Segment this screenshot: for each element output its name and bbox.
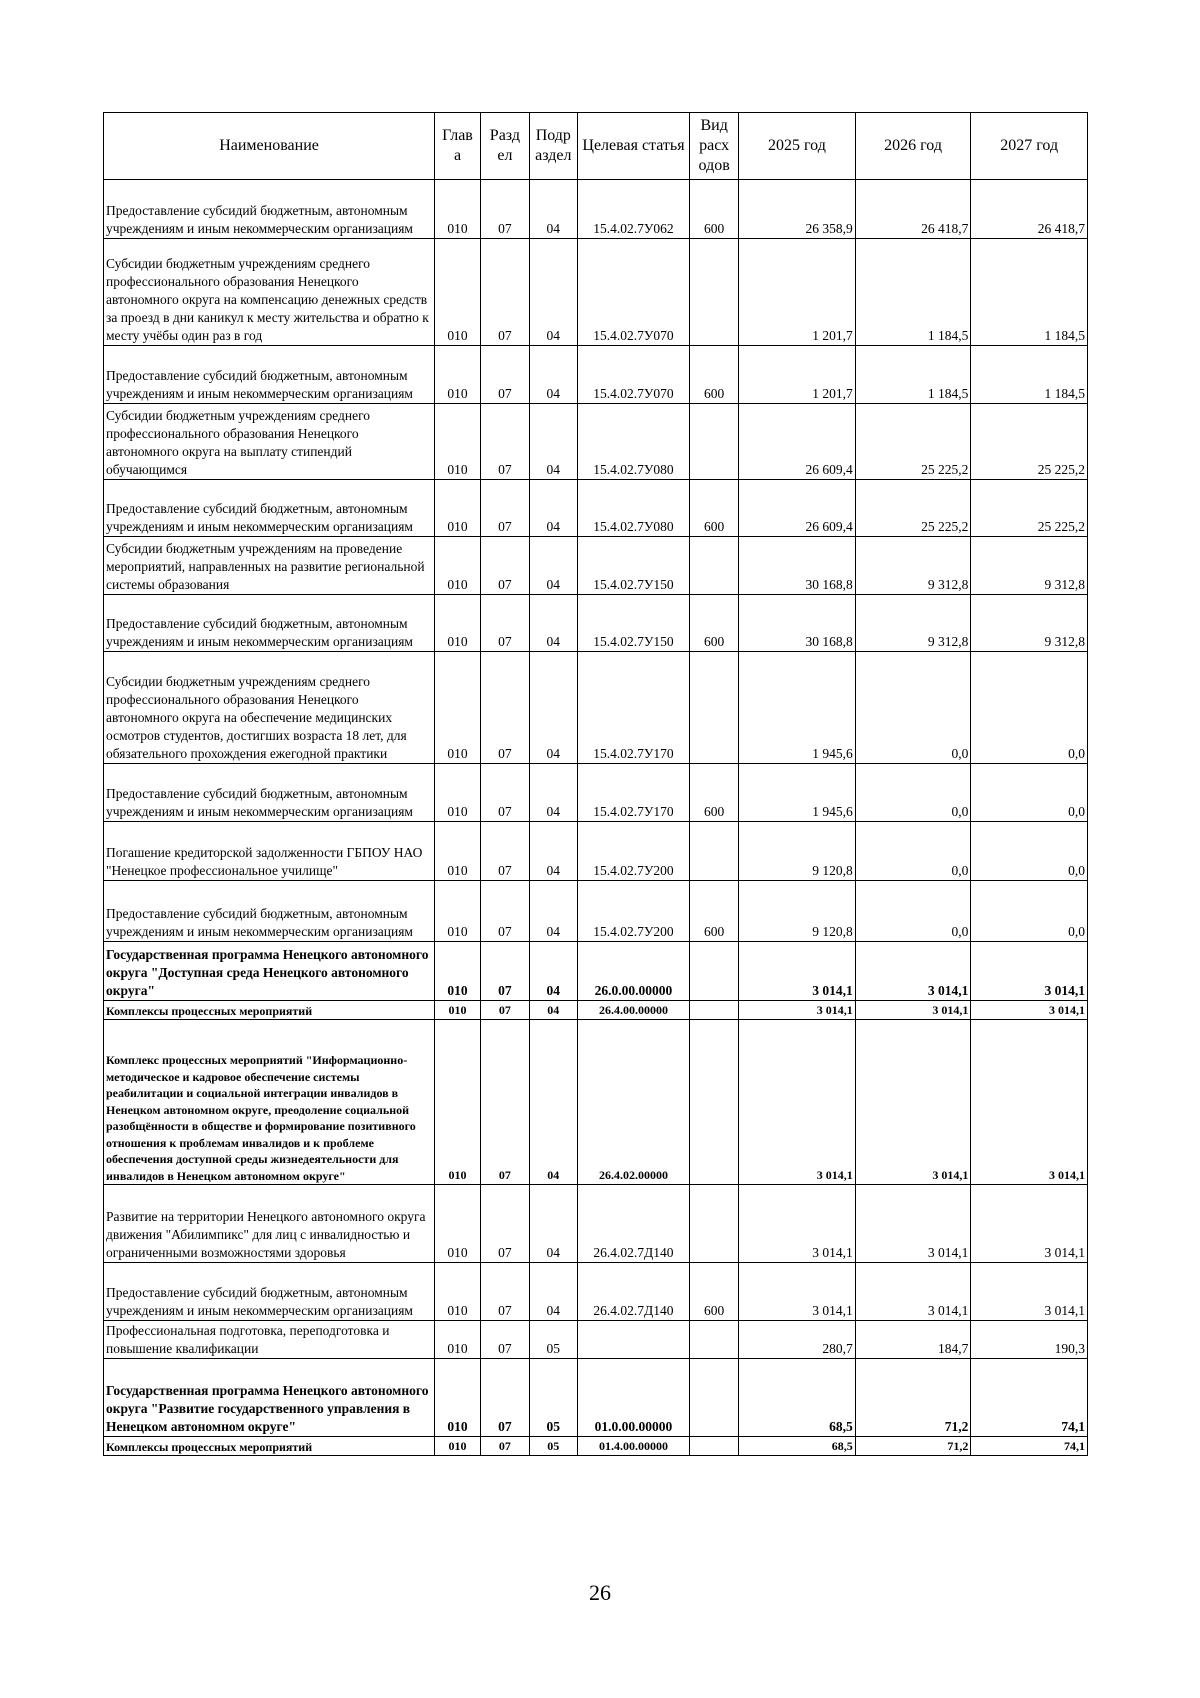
- row-razdel-cell: 07: [480, 1020, 529, 1185]
- row-2027-cell: 26 418,7: [971, 180, 1088, 239]
- row-name-cell: Субсидии бюджетным учреждениям среднего профессионального образования Ненецкого автономного округа на компенсацию денежных средств за проезд в дни каникул к месту жительства и обратно к месту учёбы один раз в год: [104, 239, 435, 346]
- row-statya-cell: [577, 1321, 689, 1359]
- col-header-vid: Вид расх одов: [690, 113, 739, 180]
- row-statya-cell: 15.4.02.7У080: [577, 480, 689, 537]
- row-glava-cell: 010: [435, 1185, 481, 1263]
- row-podrazdel-cell: 05: [529, 1321, 577, 1359]
- table-row: [104, 652, 1088, 764]
- row-vid-cell: [690, 1437, 739, 1456]
- row-2027-cell: 74,1: [971, 1359, 1088, 1437]
- row-name-cell: Комплексы процессных мероприятий: [104, 1001, 435, 1020]
- row-glava-cell: 010: [435, 1321, 481, 1359]
- row-razdel-cell: 07: [480, 404, 529, 480]
- col-header-2027: 2027 год: [971, 113, 1088, 180]
- table-row: [104, 537, 1088, 595]
- row-2025-cell: 30 168,8: [739, 595, 856, 652]
- row-vid-cell: 600: [690, 881, 739, 942]
- table-row: [104, 239, 1088, 346]
- row-podrazdel-cell: 04: [529, 764, 577, 822]
- row-2027-cell: 0,0: [971, 822, 1088, 881]
- row-2026-cell: 71,2: [855, 1437, 971, 1456]
- table-row: [104, 1185, 1088, 1263]
- row-razdel-cell: 07: [480, 764, 529, 822]
- row-name-cell: Предоставление субсидий бюджетным, автономным учреждениям и иным некоммерческим организациям: [104, 881, 435, 942]
- row-name-cell: Комплекс процессных мероприятий "Информационно-методическое и кадровое обеспечение системы реабилитации и социальной интеграции инвалидов в Ненецком автономном округе, преодоление социальной разобщённости в обществе и формирование позитивного отношения к проблемам инвалидов и к проблеме обеспечения доступной среды жизнедеятельности для инвалидов в Ненецком автономном округе": [104, 1020, 435, 1185]
- row-2025-cell: 26 358,9: [739, 180, 856, 239]
- row-razdel-cell: 07: [480, 652, 529, 764]
- row-vid-cell: [690, 239, 739, 346]
- row-2025-cell: 1 201,7: [739, 239, 856, 346]
- row-vid-cell: 600: [690, 1263, 739, 1321]
- table-row: [104, 822, 1088, 881]
- row-2027-cell: 3 014,1: [971, 1001, 1088, 1020]
- table-row: [104, 595, 1088, 652]
- row-2027-cell: 1 184,5: [971, 346, 1088, 404]
- table-row: [104, 1263, 1088, 1321]
- row-2025-cell: 1 945,6: [739, 764, 856, 822]
- budget-table: [103, 112, 1088, 1456]
- row-2025-cell: 3 014,1: [739, 1001, 856, 1020]
- table-row: [104, 942, 1088, 1001]
- row-glava-cell: 010: [435, 180, 481, 239]
- row-razdel-cell: 07: [480, 1263, 529, 1321]
- row-2026-cell: 9 312,8: [855, 595, 971, 652]
- row-statya-cell: 15.4.02.7У200: [577, 822, 689, 881]
- row-razdel-cell: 07: [480, 180, 529, 239]
- row-glava-cell: 010: [435, 595, 481, 652]
- row-podrazdel-cell: 04: [529, 1020, 577, 1185]
- row-podrazdel-cell: 04: [529, 346, 577, 404]
- row-name-cell: Развитие на территории Ненецкого автономного округа движения "Абилимпикс" для лиц с инвалидностью и ограниченными возможностями здоровья: [104, 1185, 435, 1263]
- row-podrazdel-cell: 04: [529, 1001, 577, 1020]
- row-statya-cell: 15.4.02.7У070: [577, 346, 689, 404]
- row-podrazdel-cell: 04: [529, 239, 577, 346]
- row-2026-cell: 0,0: [855, 822, 971, 881]
- row-vid-cell: 600: [690, 346, 739, 404]
- table-row: [104, 1321, 1088, 1359]
- row-statya-cell: 26.4.02.7Д140: [577, 1185, 689, 1263]
- row-name-cell: Комплексы процессных мероприятий: [104, 1437, 435, 1456]
- row-vid-cell: [690, 404, 739, 480]
- row-razdel-cell: 07: [480, 1321, 529, 1359]
- row-2025-cell: 3 014,1: [739, 942, 856, 1001]
- row-razdel-cell: 07: [480, 1001, 529, 1020]
- row-razdel-cell: 07: [480, 346, 529, 404]
- row-glava-cell: 010: [435, 1020, 481, 1185]
- table-row: [104, 1359, 1088, 1437]
- row-2025-cell: 68,5: [739, 1437, 856, 1456]
- row-glava-cell: 010: [435, 822, 481, 881]
- row-podrazdel-cell: 04: [529, 1263, 577, 1321]
- row-razdel-cell: 07: [480, 480, 529, 537]
- row-2026-cell: 184,7: [855, 1321, 971, 1359]
- row-podrazdel-cell: 04: [529, 942, 577, 1001]
- row-2026-cell: 3 014,1: [855, 1263, 971, 1321]
- row-podrazdel-cell: 04: [529, 404, 577, 480]
- row-glava-cell: 010: [435, 1263, 481, 1321]
- row-2025-cell: 3 014,1: [739, 1185, 856, 1263]
- row-razdel-cell: 07: [480, 1185, 529, 1263]
- row-statya-cell: 15.4.02.7У150: [577, 595, 689, 652]
- row-2026-cell: 0,0: [855, 764, 971, 822]
- row-2026-cell: 0,0: [855, 652, 971, 764]
- row-name-cell: Предоставление субсидий бюджетным, автономным учреждениям и иным некоммерческим организациям: [104, 764, 435, 822]
- row-statya-cell: 15.4.02.7У170: [577, 764, 689, 822]
- row-2025-cell: 1 201,7: [739, 346, 856, 404]
- row-vid-cell: 600: [690, 480, 739, 537]
- row-2026-cell: 0,0: [855, 881, 971, 942]
- row-2026-cell: 71,2: [855, 1359, 971, 1437]
- table-row: [104, 764, 1088, 822]
- table-row: [104, 404, 1088, 480]
- row-razdel-cell: 07: [480, 942, 529, 1001]
- table-row: [104, 881, 1088, 942]
- row-glava-cell: 010: [435, 404, 481, 480]
- row-podrazdel-cell: 04: [529, 881, 577, 942]
- row-2027-cell: 190,3: [971, 1321, 1088, 1359]
- row-razdel-cell: 07: [480, 1359, 529, 1437]
- row-name-cell: Погашение кредиторской задолженности ГБПОУ НАО "Ненецкое профессиональное училище": [104, 822, 435, 881]
- page-number: 26: [589, 1580, 611, 1605]
- row-podrazdel-cell: 05: [529, 1359, 577, 1437]
- col-header-statya: Целевая статья: [577, 113, 689, 180]
- row-name-cell: Предоставление субсидий бюджетным, автономным учреждениям и иным некоммерческим организациям: [104, 1263, 435, 1321]
- row-statya-cell: 15.4.02.7У170: [577, 652, 689, 764]
- row-vid-cell: [690, 1001, 739, 1020]
- row-name-cell: Предоставление субсидий бюджетным, автономным учреждениям и иным некоммерческим организациям: [104, 595, 435, 652]
- row-2027-cell: 25 225,2: [971, 480, 1088, 537]
- row-2026-cell: 3 014,1: [855, 1001, 971, 1020]
- table-row: [104, 346, 1088, 404]
- row-vid-cell: [690, 1185, 739, 1263]
- row-statya-cell: 15.4.02.7У080: [577, 404, 689, 480]
- row-glava-cell: 010: [435, 1359, 481, 1437]
- row-glava-cell: 010: [435, 881, 481, 942]
- row-glava-cell: 010: [435, 764, 481, 822]
- row-2026-cell: 1 184,5: [855, 239, 971, 346]
- row-razdel-cell: 07: [480, 822, 529, 881]
- row-statya-cell: 26.4.02.7Д140: [577, 1263, 689, 1321]
- row-razdel-cell: 07: [480, 595, 529, 652]
- row-2027-cell: 0,0: [971, 764, 1088, 822]
- row-name-cell: Предоставление субсидий бюджетным, автономным учреждениям и иным некоммерческим организациям: [104, 480, 435, 537]
- row-2027-cell: 1 184,5: [971, 239, 1088, 346]
- row-2025-cell: 280,7: [739, 1321, 856, 1359]
- row-2025-cell: 26 609,4: [739, 480, 856, 537]
- row-razdel-cell: 07: [480, 537, 529, 595]
- row-statya-cell: 26.0.00.00000: [577, 942, 689, 1001]
- row-statya-cell: 26.4.02.00000: [577, 1020, 689, 1185]
- row-2025-cell: 26 609,4: [739, 404, 856, 480]
- row-glava-cell: 010: [435, 346, 481, 404]
- row-vid-cell: [690, 942, 739, 1001]
- row-vid-cell: 600: [690, 180, 739, 239]
- row-name-cell: Профессиональная подготовка, переподготовка и повышение квалификации: [104, 1321, 435, 1359]
- row-2026-cell: 25 225,2: [855, 404, 971, 480]
- row-name-cell: Субсидии бюджетным учреждениям среднего профессионального образования Ненецкого автономного округа на обеспечение медицинских осмотров студентов, достигших возраста 18 лет, для обязательного прохождения ежегодной практики: [104, 652, 435, 764]
- col-header-2026: 2026 год: [855, 113, 971, 180]
- row-glava-cell: 010: [435, 239, 481, 346]
- row-podrazdel-cell: 05: [529, 1437, 577, 1456]
- row-2025-cell: 9 120,8: [739, 881, 856, 942]
- row-glava-cell: 010: [435, 1437, 481, 1456]
- col-header-razdel: Разд ел: [480, 113, 529, 180]
- row-podrazdel-cell: 04: [529, 537, 577, 595]
- row-vid-cell: 600: [690, 764, 739, 822]
- row-2026-cell: 3 014,1: [855, 1020, 971, 1185]
- col-header-podrazdel: Подр аздел: [529, 113, 577, 180]
- row-vid-cell: [690, 1321, 739, 1359]
- col-header-2025: 2025 год: [739, 113, 856, 180]
- row-statya-cell: 15.4.02.7У062: [577, 180, 689, 239]
- row-name-cell: Государственная программа Ненецкого автономного округа "Доступная среда Ненецкого автономного округа": [104, 942, 435, 1001]
- row-podrazdel-cell: 04: [529, 480, 577, 537]
- row-vid-cell: 600: [690, 595, 739, 652]
- row-podrazdel-cell: 04: [529, 822, 577, 881]
- row-2027-cell: 0,0: [971, 881, 1088, 942]
- row-2027-cell: 3 014,1: [971, 1263, 1088, 1321]
- row-statya-cell: 15.4.02.7У200: [577, 881, 689, 942]
- row-name-cell: Субсидии бюджетным учреждениям среднего профессионального образования Ненецкого автономного округа на выплату стипендий обучающимся: [104, 404, 435, 480]
- row-name-cell: Предоставление субсидий бюджетным, автономным учреждениям и иным некоммерческим организациям: [104, 346, 435, 404]
- row-name-cell: Субсидии бюджетным учреждениям на проведение мероприятий, направленных на развитие региональной системы образования: [104, 537, 435, 595]
- row-vid-cell: [690, 1359, 739, 1437]
- row-2026-cell: 3 014,1: [855, 942, 971, 1001]
- row-razdel-cell: 07: [480, 881, 529, 942]
- row-2025-cell: 30 168,8: [739, 537, 856, 595]
- col-header-glava: Глав а: [435, 113, 481, 180]
- row-vid-cell: [690, 822, 739, 881]
- row-2026-cell: 9 312,8: [855, 537, 971, 595]
- row-name-cell: Предоставление субсидий бюджетным, автономным учреждениям и иным некоммерческим организациям: [104, 180, 435, 239]
- row-statya-cell: 26.4.00.00000: [577, 1001, 689, 1020]
- row-podrazdel-cell: 04: [529, 1185, 577, 1263]
- row-2027-cell: 3 014,1: [971, 942, 1088, 1001]
- row-razdel-cell: 07: [480, 239, 529, 346]
- row-vid-cell: [690, 537, 739, 595]
- row-2025-cell: 1 945,6: [739, 652, 856, 764]
- row-statya-cell: 01.4.00.00000: [577, 1437, 689, 1456]
- row-2025-cell: 3 014,1: [739, 1020, 856, 1185]
- table-row: [104, 1437, 1088, 1456]
- row-glava-cell: 010: [435, 537, 481, 595]
- row-2027-cell: 9 312,8: [971, 537, 1088, 595]
- row-glava-cell: 010: [435, 942, 481, 1001]
- row-vid-cell: [690, 652, 739, 764]
- row-2026-cell: 3 014,1: [855, 1185, 971, 1263]
- table-row: [104, 1020, 1088, 1185]
- row-2026-cell: 25 225,2: [855, 480, 971, 537]
- row-2027-cell: 3 014,1: [971, 1020, 1088, 1185]
- row-2025-cell: 68,5: [739, 1359, 856, 1437]
- row-2027-cell: 3 014,1: [971, 1185, 1088, 1263]
- row-glava-cell: 010: [435, 1001, 481, 1020]
- row-2025-cell: 3 014,1: [739, 1263, 856, 1321]
- row-podrazdel-cell: 04: [529, 652, 577, 764]
- row-2025-cell: 9 120,8: [739, 822, 856, 881]
- row-glava-cell: 010: [435, 652, 481, 764]
- row-2027-cell: 9 312,8: [971, 595, 1088, 652]
- row-name-cell: Государственная программа Ненецкого автономного округа "Развитие государственного управления в Ненецком автономном округе": [104, 1359, 435, 1437]
- row-2026-cell: 26 418,7: [855, 180, 971, 239]
- row-2026-cell: 1 184,5: [855, 346, 971, 404]
- row-podrazdel-cell: 04: [529, 595, 577, 652]
- row-statya-cell: 01.0.00.00000: [577, 1359, 689, 1437]
- row-vid-cell: [690, 1020, 739, 1185]
- row-glava-cell: 010: [435, 480, 481, 537]
- table-row: [104, 180, 1088, 239]
- row-2027-cell: 25 225,2: [971, 404, 1088, 480]
- row-podrazdel-cell: 04: [529, 180, 577, 239]
- row-2027-cell: 0,0: [971, 652, 1088, 764]
- col-header-name: Наименование: [104, 113, 435, 180]
- header-row: [104, 113, 1088, 180]
- table-row: [104, 480, 1088, 537]
- row-statya-cell: 15.4.02.7У070: [577, 239, 689, 346]
- row-2027-cell: 74,1: [971, 1437, 1088, 1456]
- table-row: [104, 1001, 1088, 1020]
- row-razdel-cell: 07: [480, 1437, 529, 1456]
- row-statya-cell: 15.4.02.7У150: [577, 537, 689, 595]
